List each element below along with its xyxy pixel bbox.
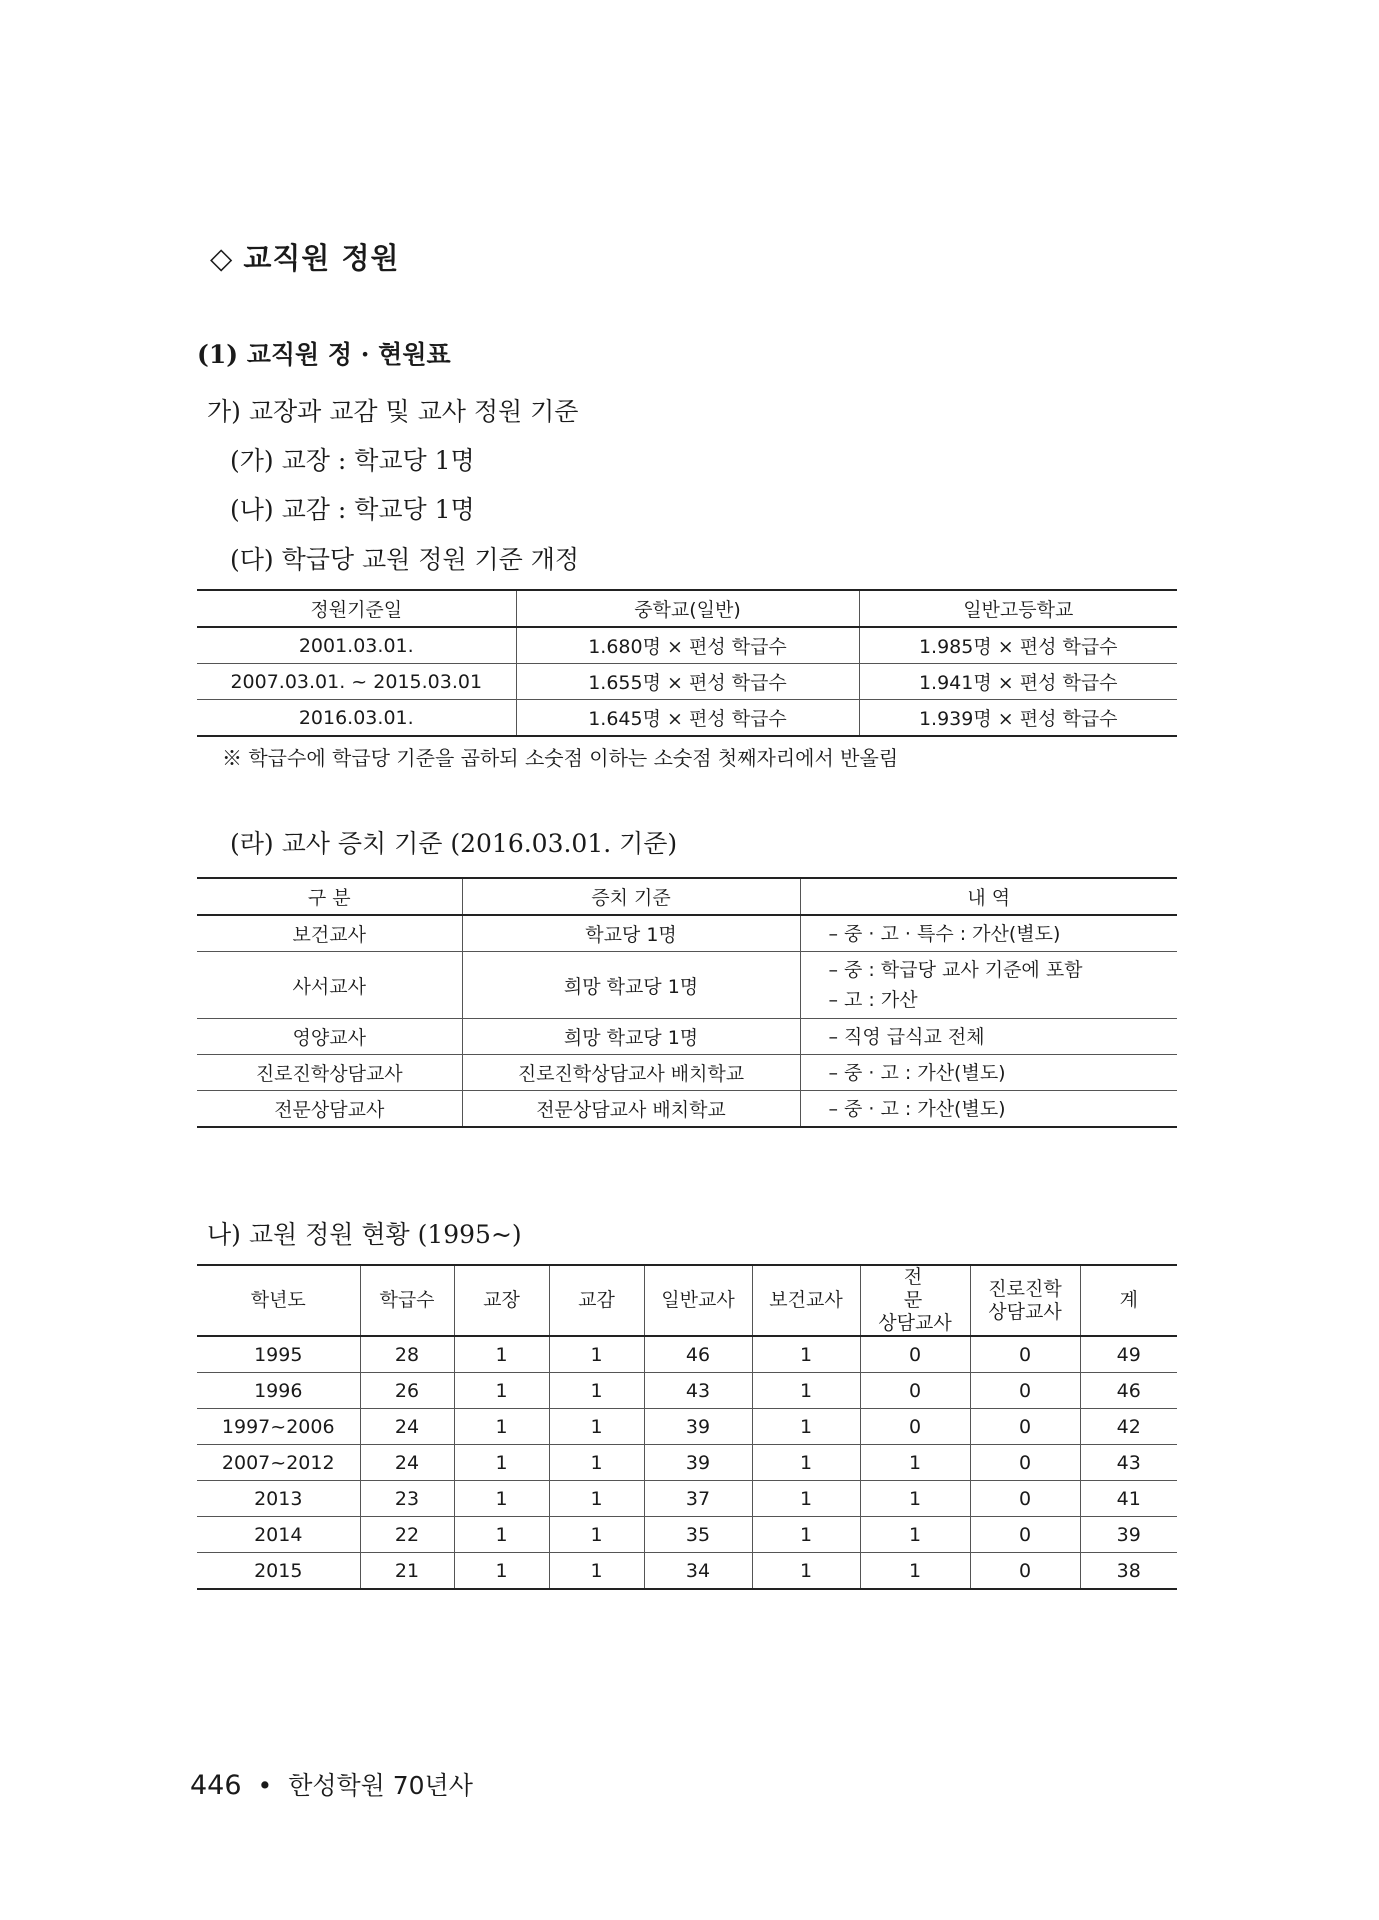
table-cell: 2016.03.01.	[197, 700, 516, 737]
table-cell: 1	[549, 1373, 644, 1409]
header-cell: 정원기준일	[197, 590, 516, 627]
table-cell: 1.645명 × 편성 학급수	[516, 700, 859, 737]
table-cell: 1	[752, 1445, 860, 1481]
table-cell: 2015	[197, 1553, 360, 1590]
table-cell: 영양교사	[197, 1019, 462, 1055]
table-cell: 0	[970, 1336, 1080, 1373]
diamond-icon: ◇	[210, 241, 234, 275]
table-cell: 39	[1080, 1517, 1177, 1553]
table-cell: 1	[752, 1336, 860, 1373]
table-cell: 1995	[197, 1336, 360, 1373]
table-cell: 1996	[197, 1373, 360, 1409]
table-row	[197, 1055, 1177, 1091]
header-line: 전 문	[903, 1266, 941, 1311]
table-cell: 2007~2012	[197, 1445, 360, 1481]
table-cell: – 중 · 고 · 특수 : 가산(별도)	[800, 915, 1177, 952]
header-line: 상담교사	[988, 1300, 1062, 1323]
header-cell: 학년도	[197, 1265, 360, 1336]
table-cell: 1	[454, 1445, 549, 1481]
table-cell: 2013	[197, 1481, 360, 1517]
detail-line: – 중 : 학급당 교사 기준에 포함	[828, 959, 1083, 981]
table-cell: 41	[1080, 1481, 1177, 1517]
table-cell: 0	[970, 1409, 1080, 1445]
table-cell: 1	[752, 1481, 860, 1517]
table-row	[197, 1517, 1177, 1553]
item-ra: (라) 교사 증치 기준 (2016.03.01. 기준)	[230, 829, 678, 858]
table-cell: 전문상담교사 배치학교	[462, 1091, 800, 1128]
table-cell: 0	[970, 1445, 1080, 1481]
table-row	[197, 952, 1177, 1019]
item-da: (다) 학급당 교원 정원 기준 개정	[230, 545, 580, 574]
table-row	[197, 1091, 1177, 1128]
table-cell: 1.939명 × 편성 학급수	[859, 700, 1177, 737]
header-cell: 일반고등학교	[859, 590, 1177, 627]
staff-history-table	[197, 1264, 1177, 1590]
header-line: 상담교사	[878, 1312, 952, 1334]
table-cell: 전문상담교사	[197, 1091, 462, 1128]
header-cell: 구 분	[197, 878, 462, 915]
section-title-text: 교직원 정원	[243, 241, 400, 275]
table-cell: 28	[360, 1336, 454, 1373]
table-cell: 0	[970, 1553, 1080, 1590]
table-row	[197, 1373, 1177, 1409]
table-cell: 22	[360, 1517, 454, 1553]
table-cell: 희망 학교당 1명	[462, 952, 800, 1019]
section-title	[210, 236, 399, 277]
table-cell: 1	[860, 1481, 970, 1517]
header-cell: 내 역	[800, 878, 1177, 915]
table-cell: 26	[360, 1373, 454, 1409]
table-cell: 35	[644, 1517, 752, 1553]
table-row	[197, 1336, 1177, 1373]
header-cell	[860, 1265, 970, 1336]
table-cell: 2007.03.01. ~ 2015.03.01	[197, 664, 516, 700]
table-cell: 43	[644, 1373, 752, 1409]
table-cell: 1	[752, 1373, 860, 1409]
table-cell: 42	[1080, 1409, 1177, 1445]
header-cell: 증치 기준	[462, 878, 800, 915]
table-cell: 1	[454, 1481, 549, 1517]
table-cell: 23	[360, 1481, 454, 1517]
table-row	[197, 1445, 1177, 1481]
table-cell: – 중 · 고 : 가산(별도)	[800, 1091, 1177, 1128]
table-cell: 24	[360, 1409, 454, 1445]
table-cell: 37	[644, 1481, 752, 1517]
table-cell: 46	[644, 1336, 752, 1373]
bullet-icon: •	[257, 1771, 273, 1800]
table-cell: 1	[549, 1336, 644, 1373]
table-cell: 0	[970, 1373, 1080, 1409]
table-cell: 1	[860, 1517, 970, 1553]
table-row	[197, 915, 1177, 952]
table-cell: 0	[970, 1481, 1080, 1517]
table-cell: 1	[752, 1517, 860, 1553]
item-na: (나) 교감 : 학교당 1명	[230, 495, 475, 524]
table-cell: 1	[860, 1445, 970, 1481]
table-row	[197, 664, 1177, 700]
table-cell: 1	[549, 1481, 644, 1517]
page-number: 446	[190, 1770, 242, 1801]
teacher-increase-table	[197, 877, 1177, 1128]
table-cell: 1	[549, 1409, 644, 1445]
table-cell: 1	[752, 1553, 860, 1590]
header-cell: 보건교사	[752, 1265, 860, 1336]
header-cell: 일반교사	[644, 1265, 752, 1336]
table-cell: 39	[644, 1445, 752, 1481]
table-row	[197, 700, 1177, 737]
table-cell: 1.985명 × 편성 학급수	[859, 627, 1177, 664]
table-cell: 24	[360, 1445, 454, 1481]
table-cell: 진로진학상담교사 배치학교	[462, 1055, 800, 1091]
header-line: 진로진학	[988, 1277, 1062, 1300]
header-cell: 학급수	[360, 1265, 454, 1336]
table-row	[197, 1409, 1177, 1445]
table-cell: 1	[860, 1553, 970, 1590]
header-cell	[970, 1265, 1080, 1336]
book-title: 한성학원 70년사	[288, 1771, 473, 1800]
table-row	[197, 1481, 1177, 1517]
staffing-standard-table	[197, 589, 1177, 737]
table-cell: 2001.03.01.	[197, 627, 516, 664]
table-row	[197, 1553, 1177, 1590]
table-cell: 1	[549, 1553, 644, 1590]
table-cell: 38	[1080, 1553, 1177, 1590]
table-cell	[800, 952, 1177, 1019]
table-cell: 사서교사	[197, 952, 462, 1019]
table-cell: 49	[1080, 1336, 1177, 1373]
table-cell: 43	[1080, 1445, 1177, 1481]
table-cell: 진로진학상담교사	[197, 1055, 462, 1091]
table-cell: – 직영 급식교 전체	[800, 1019, 1177, 1055]
table-cell: 1.941명 × 편성 학급수	[859, 664, 1177, 700]
page-footer	[190, 1766, 473, 1802]
table-cell: 1	[549, 1517, 644, 1553]
table-cell: 희망 학교당 1명	[462, 1019, 800, 1055]
table-cell: 0	[860, 1409, 970, 1445]
table-cell: 1	[549, 1445, 644, 1481]
table-cell: 1.680명 × 편성 학급수	[516, 627, 859, 664]
header-cell: 계	[1080, 1265, 1177, 1336]
detail-line: – 고 : 가산	[828, 989, 918, 1011]
table-cell: 1	[752, 1409, 860, 1445]
table-row	[197, 627, 1177, 664]
table-cell: 1	[454, 1553, 549, 1590]
table-note: ※ 학급수에 학급당 기준을 곱하되 소숫점 이하는 소숫점 첫째자리에서 반올림	[222, 746, 899, 770]
table-cell: – 중 · 고 : 가산(별도)	[800, 1055, 1177, 1091]
table-cell: 46	[1080, 1373, 1177, 1409]
subsection-title: (1) 교직원 정 · 현원표	[197, 340, 451, 369]
header-cell: 교감	[549, 1265, 644, 1336]
table-cell: 1	[454, 1517, 549, 1553]
table-cell: 1	[454, 1409, 549, 1445]
table-header-row	[197, 1265, 1177, 1336]
item-ga: (가) 교장 : 학교당 1명	[230, 446, 475, 475]
header-cell: 중학교(일반)	[516, 590, 859, 627]
table-cell: 1	[454, 1336, 549, 1373]
table-body	[197, 1336, 1177, 1589]
table-cell: 학교당 1명	[462, 915, 800, 952]
table-cell: 0	[970, 1517, 1080, 1553]
table-cell: 0	[860, 1336, 970, 1373]
table-cell: 1	[454, 1373, 549, 1409]
header-cell: 교장	[454, 1265, 549, 1336]
table-cell: 2014	[197, 1517, 360, 1553]
table-row	[197, 1019, 1177, 1055]
table-header-row	[197, 878, 1177, 915]
table-cell: 1997~2006	[197, 1409, 360, 1445]
table-cell: 보건교사	[197, 915, 462, 952]
part-ga-heading: 가) 교장과 교감 및 교사 정원 기준	[207, 397, 579, 426]
table-cell: 1.655명 × 편성 학급수	[516, 664, 859, 700]
table-cell: 34	[644, 1553, 752, 1590]
part-na-heading: 나) 교원 정원 현황 (1995~)	[207, 1220, 522, 1249]
table-cell: 39	[644, 1409, 752, 1445]
table-cell: 0	[860, 1373, 970, 1409]
table-header-row	[197, 590, 1177, 627]
table-cell: 21	[360, 1553, 454, 1590]
